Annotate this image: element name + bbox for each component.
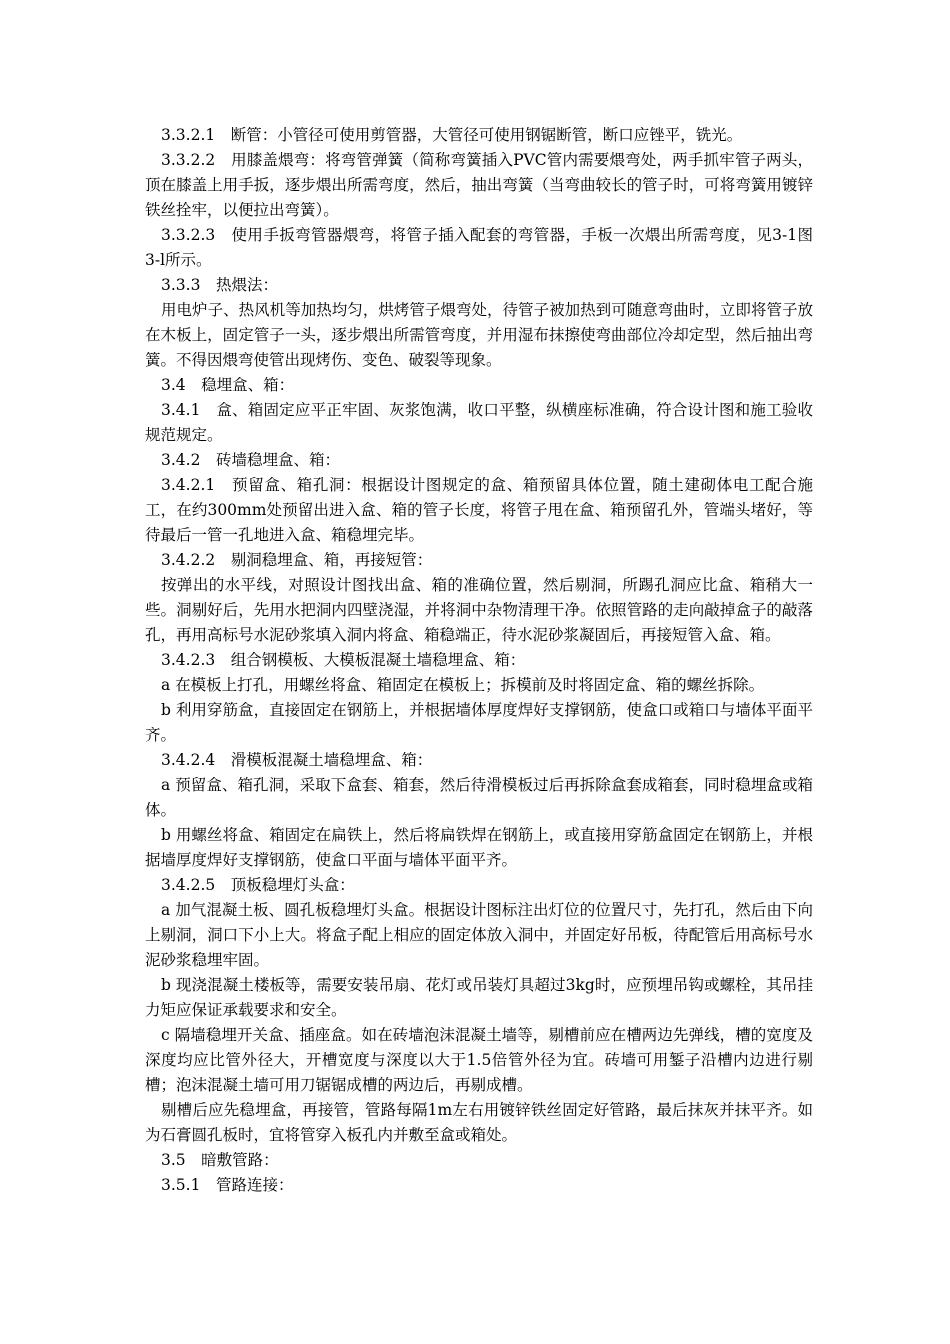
paragraph-3-3-2-3: 3.3.2.3 使用手扳弯管器煨弯，将管子插入配套的弯管器，手板一次煨出所需弯度，见3-1图3-l所示。	[145, 226, 813, 269]
paragraph-chisel-hole: 按弹出的水平线，对照设计图找出盒、箱的准确位置，然后剔洞，所踢孔洞应比盒、箱稍大一些。洞剔好后，先用水把洞内四壁浇湿，并将洞中杂物清理干净。依照管路的走向敲掉盒子的敲落孔，再用高标号水泥砂浆填入洞内将盒、箱稳端正，待水泥砂浆凝固后，再接短管入盒、箱。	[145, 576, 813, 644]
heading-3-4-2: 3.4.2 砖墙稳埋盒、箱：	[161, 451, 340, 469]
heading-3-4: 3.4 稳埋盒、箱：	[161, 376, 295, 394]
list-item-3-4-2-5-a: a 加气混凝土板、圆孔板稳埋灯头盒。根据设计图标注出灯位的位置尺寸，先打孔，然后由下向上剔洞，洞口下小上大。将盒子配上相应的固定体放入洞中，并固定好吊板，待配管后用高标号水泥砂浆稳埋牢固。	[145, 901, 813, 969]
paragraph-3-3-2-1: 3.3.2.1 断管：小管径可使用剪管器，大管径可使用钢锯断管，断口应锉平，铣光。	[161, 126, 743, 144]
paragraph-3-4-1: 3.4.1 盒、箱固定应平正牢固、灰浆饱满，收口平整，纵横座标准确，符合设计图和施工验收规范规定。	[145, 401, 813, 444]
paragraph-hot-bending: 用电炉子、热风机等加热均匀，烘烤管子煨弯处，待管子被加热到可随意弯曲时，立即将管子放在木板上，固定管子一头，逐步煨出所需管弯度，并用湿布抹擦使弯曲部位冷却定型，然后抽出弯簧。不得因煨弯使管出现烤伤、变色、破裂等现象。	[145, 301, 813, 369]
document-body	[145, 123, 813, 1198]
list-item-3-4-2-4-b: b 用螺丝将盒、箱固定在扁铁上，然后将扁铁焊在钢筋上，或直接用穿筋盒固定在钢筋上，并根据墙厚度焊好支撑钢筋，使盒口平面与墙体平面平齐。	[145, 826, 813, 869]
paragraph-3-3-2-2: 3.3.2.2 用膝盖煨弯：将弯管弹簧（简称弯簧插入PVC管内需要煨弯处，两手抓牢管子两头，顶在膝盖上用手扳，逐步煨出所需弯度，然后，抽出弯簧（当弯曲较长的管子时，可将弯簧用镀锌铁丝拴牢，以便拉出弯簧）。	[145, 151, 813, 219]
heading-3-4-2-4: 3.4.2.4 滑模板混凝土墙稳埋盒、箱：	[161, 751, 433, 769]
list-item-3-4-2-3-b: b 利用穿筋盒，直接固定在钢筋上，并根据墙体厚度焊好支撑钢筋，使盒口或箱口与墙体平面平齐。	[145, 701, 813, 744]
list-item-3-4-2-4-a: a 预留盒、箱孔洞，采取下盒套、箱套，然后待滑模板过后再拆除盒套成箱套，同时稳埋盒或箱体。	[145, 776, 813, 819]
heading-3-5: 3.5 暗敷管路：	[161, 1151, 279, 1169]
heading-3-4-2-5: 3.4.2.5 顶板稳埋灯头盒：	[161, 876, 355, 894]
heading-3-4-2-3: 3.4.2.3 组合钢模板、大模板混凝土墙稳埋盒、箱：	[161, 651, 526, 669]
heading-3-4-2-2: 3.4.2.2 剔洞稳埋盒、箱，再接短管：	[161, 551, 433, 569]
heading-3-5-1: 3.5.1 管路连接：	[161, 1176, 294, 1194]
list-item-3-4-2-5-c: c 隔墙稳埋开关盒、插座盒。如在砖墙泡沫混凝土墙等，剔槽前应在槽两边先弹线，槽的宽度及深度均应比管外径大，开槽宽度与深度以大于1.5倍管外径为宜。砖墙可用錾子沿槽内边进行剔槽；泡沫混凝土墙可用刀锯锯成槽的两边后，再剔成槽。	[145, 1026, 813, 1094]
paragraph-groove: 剔槽后应先稳埋盒，再接管，管路每隔1m左右用镀锌铁丝固定好管路，最后抹灰并抹平齐。如为石膏圆孔板时，宜将管穿入板孔内并敷至盒或箱处。	[145, 1101, 813, 1144]
list-item-3-4-2-5-b: b 现浇混凝土楼板等，需要安装吊扇、花灯或吊装灯具超过3kg时，应预埋吊钩或螺栓，其吊挂力矩应保证承载要求和安全。	[145, 976, 813, 1019]
list-item-3-4-2-3-a: a 在模板上打孔，用螺丝将盒、箱固定在模板上；拆模前及时将固定盒、箱的螺丝拆除。	[161, 676, 765, 694]
heading-3-3-3: 3.3.3 热煨法：	[161, 276, 278, 294]
paragraph-3-4-2-1: 3.4.2.1 预留盒、箱孔洞：根据设计图规定的盒、箱预留具体位置，随土建砌体电工配合施工，在约300mm处预留出进入盒、箱的管子长度，将管子甩在盒、箱预留孔外，管端头堵好，等待最后一管一孔地进入盒、箱稳埋完毕。	[145, 476, 813, 544]
